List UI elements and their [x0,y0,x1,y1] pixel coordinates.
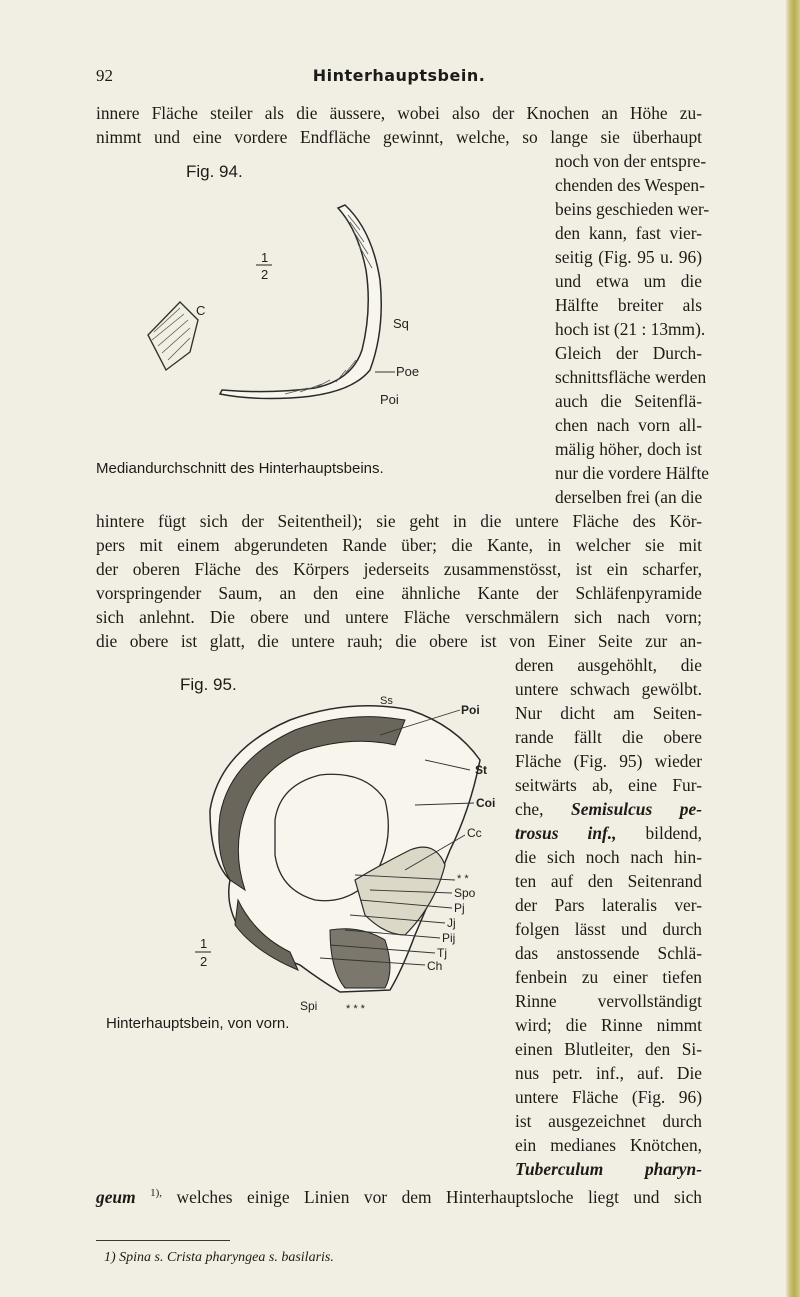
label-jj: Jj [447,916,456,930]
label-ss: Ss [380,695,393,707]
page-number: 92 [96,66,113,85]
text-line: nur die vordere Hälfte [555,463,710,483]
label-c: C [196,303,206,318]
footnote-ref: 1), [150,1187,163,1199]
text-line: ein medianes Knötchen, [515,1135,702,1155]
label-st: St [475,763,487,777]
figure-95-label: Fig. 95. [180,675,237,694]
text-line: vorspringender Saum, an den eine ähnliche Kante der Schläfenpyramide [96,583,702,603]
text-line: hoch ist (21 : 13mm). [555,319,706,339]
text-line: derselben frei (an die [555,487,703,507]
page-edge [786,0,800,1297]
text-line: die obere ist glatt, die untere rauh; die obere ist von Einer Seite zur an- [96,631,702,651]
label-coi: Coi [476,796,496,810]
text-line: hintere fügt sich der Seitentheil); sie geht in die untere Fläche des Kör- [96,511,702,531]
label-stars-2: * * * [346,1003,365,1015]
text-line: noch von der entspre- [555,151,707,171]
text-line: Rinne vervollständigt [515,991,702,1011]
figure-94-scale-denominator: 2 [261,267,269,282]
footnote-text: Spina s. Crista pharyngea s. basilaris. [119,1250,334,1265]
text-line [515,822,702,844]
figure-95-scale-numerator: 1 [200,936,208,951]
text-line: der Pars lateralis ver- [515,895,702,915]
text-line: fenbein zu einer tiefen [515,967,702,987]
text-line: auch die Seitenflä- [555,391,702,411]
bone-fragment-c [148,302,198,370]
text-line: den kann, fast vier- [555,223,702,243]
footnote-marker: 1) [104,1250,116,1265]
text-line: Fläche (Fig. 95) wieder [515,751,702,771]
text-line: pers mit einem abgerundeten Rande über; die Kante, in welcher sie mit [96,535,702,555]
label-poi-95: Poi [461,703,480,717]
text-line: rande fällt die obere [515,727,702,747]
label-poe: Poe [396,364,420,379]
label-cc: Cc [467,826,482,840]
text-line: chen nach vorn all- [555,415,702,435]
text-line: seitwärts ab, eine Fur- [515,775,702,795]
label-spo: Spo [454,886,476,900]
text-line: beins geschieden wer- [555,199,710,219]
figure-95-caption: Hinterhauptsbein, von vorn. [106,1015,290,1032]
text-line: mälig höher, doch ist [555,439,702,459]
text-line: wird; die Rinne nimmt [515,1015,702,1035]
text-line: folgen lässt und durch [515,919,702,939]
label-tj: Tj [437,946,447,960]
text-line: und etwa um die [555,271,702,291]
text-line: ist ausgezeichnet durch [515,1111,702,1131]
text-line: Hälfte breiter als [555,295,702,315]
label-pij: Pij [442,931,456,945]
figure-94-caption: Mediandurchschnitt des Hinterhauptsbeins. [96,460,384,477]
figure-95-illustration [180,690,510,1020]
text-line: der oberen Fläche des Körpers jederseits zusammenstösst, ist ein scharfer, [96,559,702,579]
text-line: das anstossende Schlä- [515,943,702,963]
term-semisulcus: Semisulcus pe- [571,799,702,819]
label-spi: Spi [300,999,318,1013]
text-line: nimmt und eine vordere Endfläche gewinnt, welche, so lange sie überhaupt [96,127,702,147]
text-line: untere Fläche (Fig. 96) [515,1087,702,1107]
figure-94-label: Fig. 94. [186,162,243,181]
page-header [96,66,702,90]
label-stars-1: * * [457,873,469,885]
footnote [104,1250,334,1266]
text-line: chenden des Wespen- [555,175,705,195]
text-line [515,798,702,820]
text-line: die sich noch nach hin- [515,847,702,867]
footnote-rule [96,1240,230,1241]
figure-94-illustration [140,190,520,420]
text-line: innere Fläche steiler als die äussere, wobei also der Knochen an Höhe zu- [96,103,702,123]
text-line: deren ausgehöhlt, die [515,655,702,675]
text-line: seitig (Fig. 95 u. 96) [555,247,702,267]
label-poi: Poi [380,392,399,407]
text-fragment: che, [515,799,544,819]
text-line: nus petr. inf., auf. Die [515,1063,702,1083]
term-trosus-inf: trosus inf., [515,823,617,843]
label-sq: Sq [393,316,409,331]
text-line: Gleich der Durch- [555,343,702,363]
term-geum: geum [96,1186,136,1207]
text-fragment: bildend, [645,823,702,843]
text-line: untere schwach gewölbt. [515,679,702,699]
text-line: sich anlehnt. Die obere und untere Fläche verschmälern sich nach vorn; [96,607,702,627]
text-fragment: welches einige Linien vor dem Hinterhauptsloche liegt und sich [176,1186,702,1207]
text-line: schnittsfläche werden [555,367,707,387]
figure-95-scale-denominator: 2 [200,954,208,969]
label-pj: Pj [454,901,465,915]
text-line: ten auf den Seitenrand [515,871,702,891]
text-line: einen Blutleiter, den Si- [515,1039,702,1059]
text-line: Nur dicht am Seiten- [515,703,702,723]
text-line [96,1182,702,1207]
occipital-median-section [220,205,381,399]
label-ch: Ch [427,959,443,973]
term-tuberculum: Tuberculum pharyn- [515,1159,702,1179]
running-title: Hinterhauptsbein. [312,66,486,85]
figure-94-scale-numerator: 1 [261,250,269,265]
